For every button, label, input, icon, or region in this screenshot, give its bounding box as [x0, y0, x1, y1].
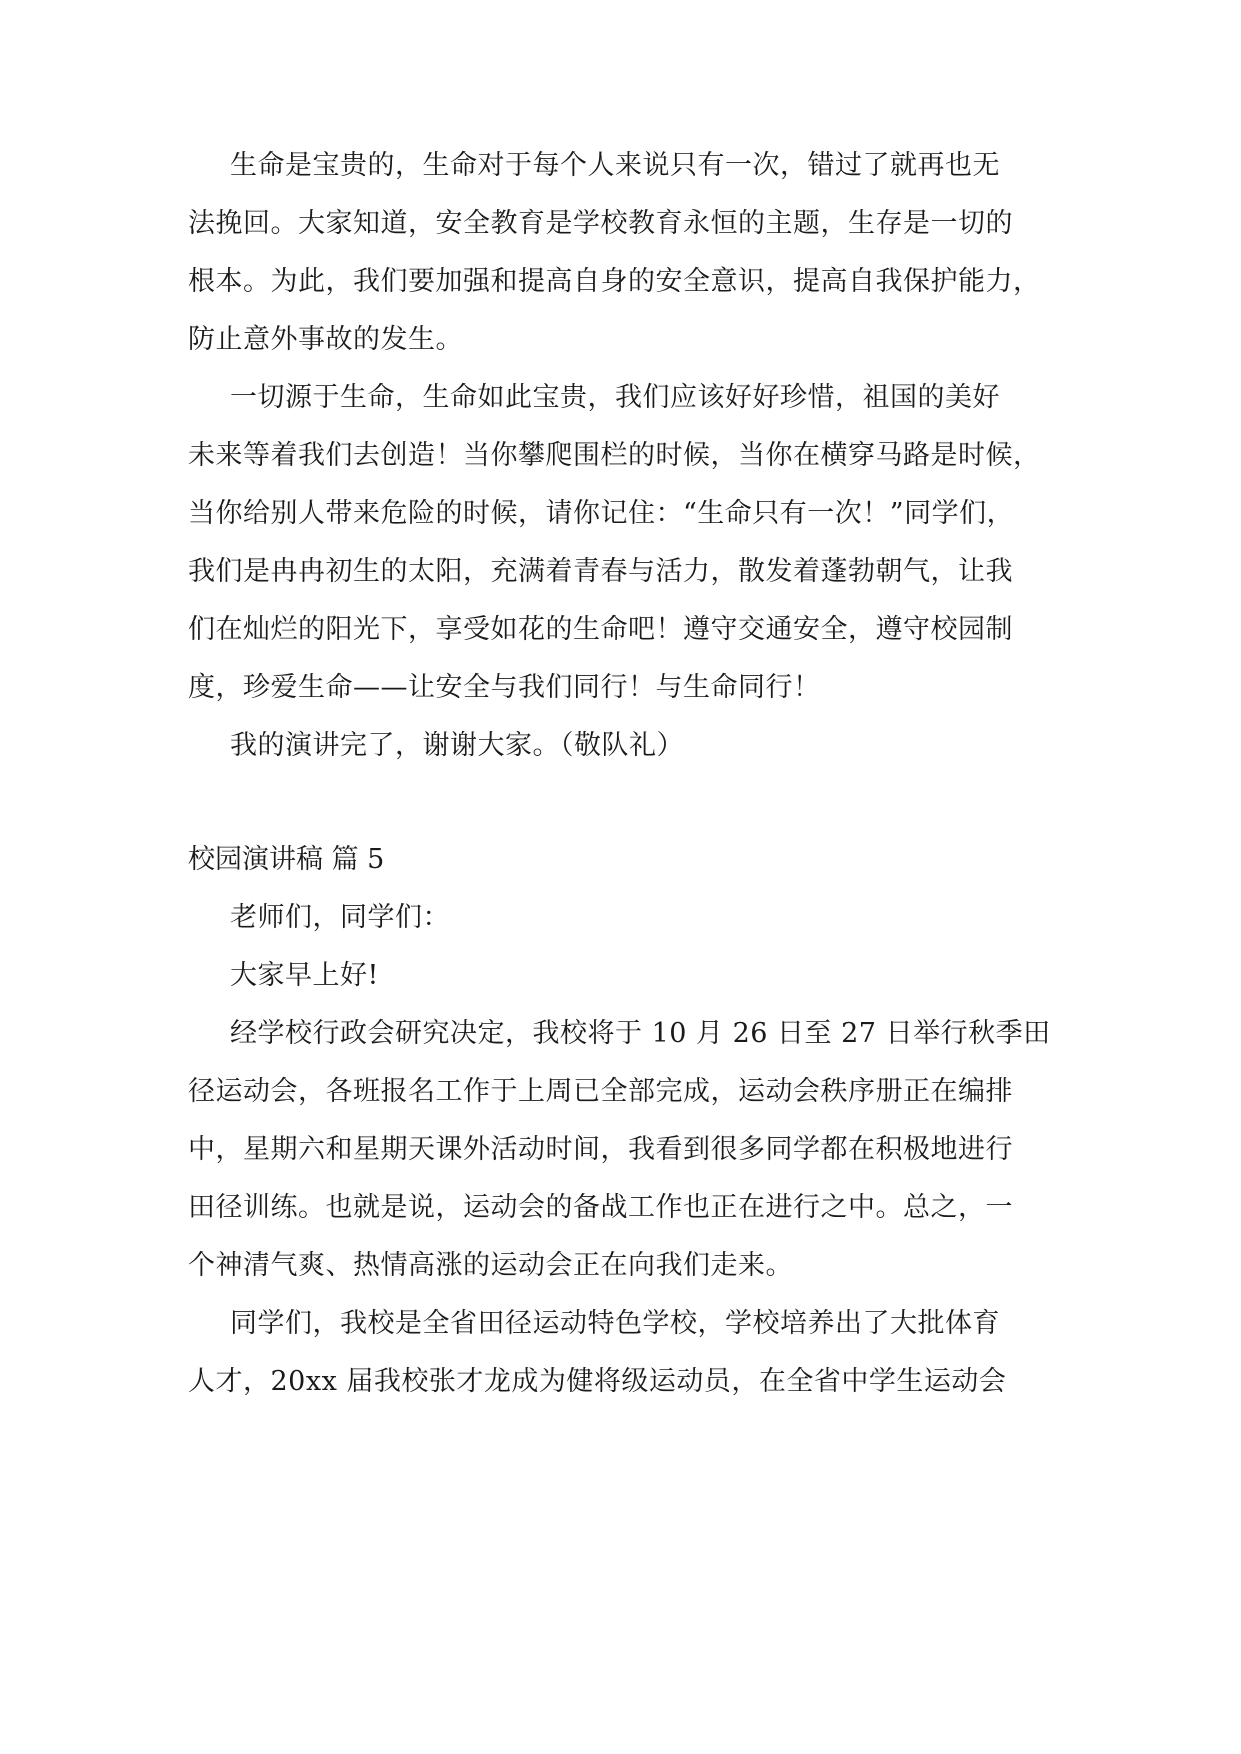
section-heading: 校园演讲稿 篇 5: [188, 844, 385, 875]
paragraph-line: 未来等着我们去创造！当你攀爬围栏的时候，当你在横穿马路是时候，: [188, 440, 1041, 471]
paragraph-line: 生命是宝贵的，生命对于每个人来说只有一次，错过了就再也无: [230, 150, 1000, 181]
paragraph-line: 中，星期六和星期天课外活动时间，我看到很多同学都在积极地进行: [188, 1134, 1013, 1165]
paragraph-line: 个神清气爽、热情高涨的运动会正在向我们走来。: [188, 1250, 793, 1281]
paragraph-line: 法挽回。大家知道，安全教育是学校教育永恒的主题，生存是一切的: [188, 208, 1013, 239]
paragraph-line: 我们是冉冉初生的太阳，充满着青春与活力，散发着蓬勃朝气，让我: [188, 556, 1013, 587]
paragraph-line: 径运动会，各班报名工作于上周已全部完成，运动会秩序册正在编排: [188, 1076, 1013, 1107]
paragraph-line: 一切源于生命，生命如此宝贵，我们应该好好珍惜，祖国的美好: [230, 382, 1000, 413]
paragraph-line: 们在灿烂的阳光下，享受如花的生命吧！遵守交通安全，遵守校园制: [188, 614, 1013, 645]
paragraph-line: 根本。为此，我们要加强和提高自身的安全意识，提高自我保护能力，: [188, 266, 1041, 297]
paragraph-line: 同学们，我校是全省田径运动特色学校，学校培养出了大批体育: [230, 1308, 1000, 1339]
paragraph-line: 人才，20xx 届我校张才龙成为健将级运动员，在全省中学生运动会: [188, 1366, 1007, 1397]
paragraph-line: 田径训练。也就是说，运动会的备战工作也正在进行之中。总之，一: [188, 1192, 1013, 1223]
paragraph-line: 当你给别人带来危险的时候，请你记住：“生命只有一次！”同学们，: [188, 498, 1015, 529]
salutation: 老师们，同学们：: [230, 902, 450, 933]
paragraph-line: 防止意外事故的发生。: [188, 324, 463, 355]
paragraph-line: 经学校行政会研究决定，我校将于 10 月 26 日至 27 日举行秋季田: [230, 1018, 1051, 1049]
paragraph-line: 度，珍爱生命——让安全与我们同行！与生命同行！: [188, 672, 821, 703]
greeting: 大家早上好!: [230, 960, 379, 991]
closing-line: 我的演讲完了，谢谢大家。（敬队礼）: [230, 730, 684, 761]
